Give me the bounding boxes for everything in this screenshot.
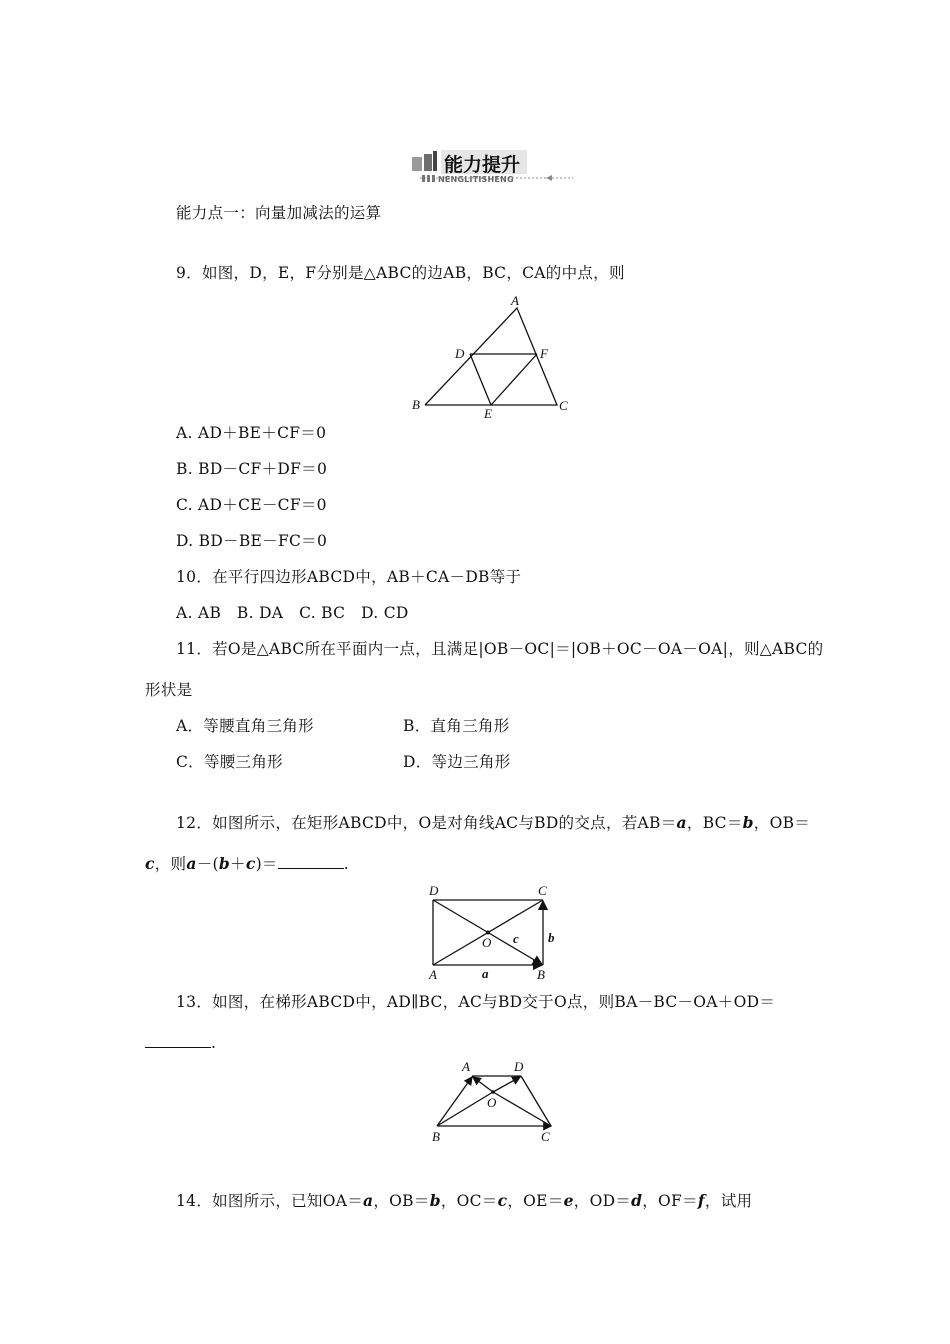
q14-text-1: 14．如图所示，已知OA＝ [176,1192,364,1210]
q12-text-7: )＝ [255,855,278,873]
q14-text-3: ，OC＝ [440,1192,498,1210]
header-title: 能力提升 [444,154,521,176]
q12-answer-blank [278,854,344,869]
q9-stem: 9．如图，D，E，F分别是△ABC的边AB，BC，CA的中点，则 [176,264,625,282]
q12-text-2: ，BC＝ [686,814,743,832]
q14-text-7: ，试用 [704,1192,753,1210]
label-b: b [548,930,555,945]
q14-text-2: ，OB＝ [373,1192,430,1210]
q13-trapezoid-figure [425,1057,565,1149]
label-F: F [540,346,548,361]
label-C: C [541,1129,550,1144]
q13-line1: 13．如图，在梯形ABCD中，AD∥BC，AC与BD交于O点，则BA－BC－OA＋OD＝ [176,993,776,1011]
label-B: B [432,1129,440,1144]
label-C: C [559,398,568,413]
q11-option-b: B．直角三角形 [403,717,510,735]
q12-expr-c: c [245,854,256,873]
q9-option-b: B. BD－CF＋DF＝0 [176,460,328,478]
q12-line1 [176,813,810,833]
q14-var-f: f [697,1191,705,1210]
label-B: B [537,967,545,982]
label-D: D [514,1059,524,1074]
q10-options: A. AB B. DA C. BC D. CD [176,604,409,622]
q9-option-c: C. AD＋CE－CF＝0 [176,496,327,514]
q14-var-b: b [429,1191,441,1210]
q14-line1 [176,1191,752,1211]
q13-line2 [145,1033,216,1053]
q12-text-6: ＋ [230,855,246,873]
label-A: A [511,293,519,308]
label-E: E [484,406,492,421]
label-A: A [429,967,437,982]
header-book-icon [412,151,437,171]
q14-text-5: ，OD＝ [573,1192,632,1210]
q12-period: . [343,855,349,873]
label-O: O [482,935,492,950]
label-A: A [462,1059,470,1074]
label-C: C [538,883,547,898]
q10-stem: 10．在平行四边形ABCD中，AB＋CA－DB等于 [176,568,522,586]
label-a: a [482,966,489,981]
q12-var-a: a [676,813,687,832]
vector-od [493,1077,520,1092]
q12-text-1: 12．如图所示，在矩形ABCD中，O是对角线AC与BD的交点，若AB＝ [176,814,677,832]
q9-option-a: A. AD＋BE＋CF＝0 [176,424,327,442]
segment-ef [491,354,537,405]
q13-period: . [211,1034,217,1052]
label-D: D [429,883,439,898]
q14-var-e: e [563,1191,574,1210]
q12-var-b: b [742,813,754,832]
q11-option-a: A．等腰直角三角形 [176,717,314,735]
header-subtitle: NENGLITISHENG [438,175,514,184]
q13-answer-blank [145,1033,211,1048]
vector-ba [437,1077,472,1126]
q14-text-6: ，OF＝ [642,1192,698,1210]
triangle-abc [425,308,557,405]
q12-line2 [145,854,349,874]
q11-option-d: D．等边三角形 [403,753,511,771]
label-c: c [513,931,519,946]
q12-text-5: －( [196,855,219,873]
section-title: 能力点一：向量加减法的运算 [176,204,382,222]
q14-var-d: d [631,1191,643,1210]
q12-text-4: ，则 [154,855,187,873]
q12-text-3: ，OB＝ [753,814,811,832]
q12-var-c: c [145,854,155,873]
q14-var-c: c [497,1191,508,1210]
label-O: O [487,1095,497,1110]
q12-rectangle-figure [420,880,570,982]
vector-oa [473,1077,493,1092]
q12-expr-b: b [218,854,230,873]
q14-text-4: ，OE＝ [507,1192,564,1210]
segment-de [470,354,491,405]
q11-stem-line1: 11．若O是△ABC所在平面内一点，且满足|OB－OC|＝|OB＋OC－OA－OA|，则△ABC的 [176,640,824,658]
q11-stem-line2: 形状是 [145,681,193,699]
q11-option-c: C．等腰三角形 [176,753,283,771]
q9-option-d: D. BD－BE－FC＝0 [176,532,328,550]
q12-expr-a: a [186,854,197,873]
q9-triangle-figure [405,290,585,425]
q14-var-a: a [363,1191,374,1210]
label-B: B [412,397,420,412]
label-D: D [455,346,465,361]
